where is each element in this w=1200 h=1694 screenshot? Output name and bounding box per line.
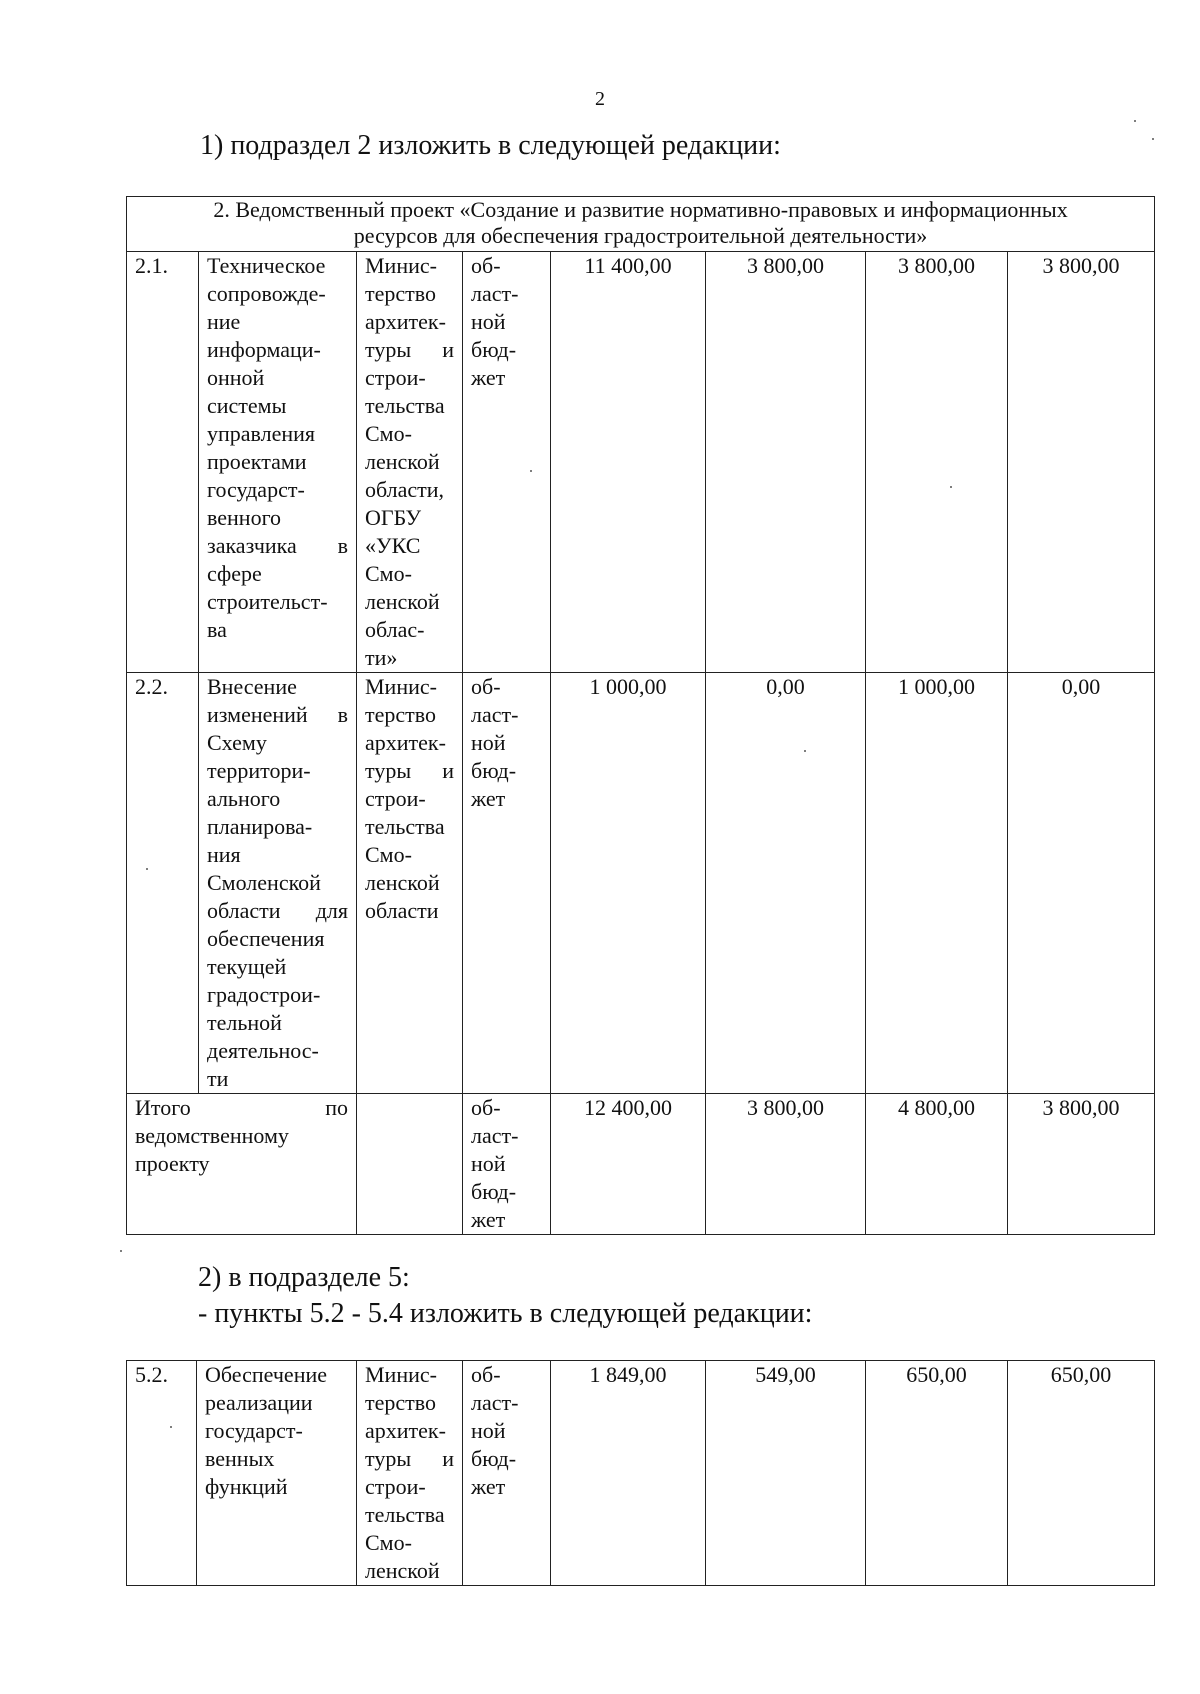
row-year-2: 3 800,00 — [866, 252, 1008, 673]
row-name-line: изменений в — [207, 702, 348, 727]
row-source — [463, 1361, 551, 1586]
row-year-3: 3 800,00 — [1008, 252, 1155, 673]
row-executor-line: Смо- — [365, 561, 412, 586]
row-executor-line: ленской — [365, 449, 440, 474]
row-year-3: 0,00 — [1008, 673, 1155, 1094]
row-executor-line: Смо- — [365, 421, 412, 446]
row-executor-line: Минис- — [365, 1362, 437, 1387]
row-executor-line: ленской — [365, 589, 440, 614]
row-year-1: 3 800,00 — [706, 252, 866, 673]
row-number: 2.1. — [127, 252, 199, 673]
section-heading-1: 1) подраздел 2 изложить в следующей редакции: — [200, 130, 781, 161]
row-source-line: об- — [471, 674, 501, 699]
row-name-line: территори- — [207, 758, 311, 783]
row-name — [199, 673, 357, 1094]
row-executor-line: области, — [365, 477, 445, 502]
project-table-1 — [126, 196, 1155, 1235]
row-source-line: бюд- — [471, 1446, 517, 1471]
row-name-line: функций — [205, 1474, 288, 1499]
row-executor-line: туры и — [365, 337, 454, 362]
row-name-line: венных — [205, 1446, 275, 1471]
row-name-line: онной — [207, 365, 265, 390]
row-name-line: ального — [207, 786, 281, 811]
row-year-3: 650,00 — [1008, 1361, 1155, 1586]
section-heading-3: - пункты 5.2 - 5.4 изложить в следующей редакции: — [198, 1298, 813, 1329]
row-name-line: Смоленской — [207, 870, 321, 895]
table-title-row — [127, 197, 1155, 252]
row-executor-line: ти» — [365, 645, 398, 670]
table-row — [127, 252, 1155, 673]
total-source-line: об- — [471, 1095, 501, 1120]
total-year-3: 3 800,00 — [1008, 1094, 1155, 1235]
row-source — [463, 673, 551, 1094]
row-name-line: ва — [207, 617, 227, 642]
row-source-line: бюд- — [471, 337, 517, 362]
row-number: 2.2. — [127, 673, 199, 1094]
scan-speck — [120, 1250, 122, 1252]
row-executor-line: Смо- — [365, 842, 412, 867]
row-executor-line: архитек- — [365, 309, 446, 334]
total-source-line: ласт- — [471, 1123, 519, 1148]
total-label-line: проекту — [135, 1151, 210, 1176]
row-executor-line: Минис- — [365, 674, 437, 699]
table-title-line-1: 2. Ведомственный проект «Создание и развитие нормативно-правовых и информационных — [213, 197, 1068, 222]
row-executor-line: строи- — [365, 786, 426, 811]
row-name-line: ния — [207, 842, 241, 867]
row-source-line: жет — [471, 365, 506, 390]
row-source-line: бюд- — [471, 758, 517, 783]
row-executor-line: строи- — [365, 1474, 426, 1499]
row-total: 1 000,00 — [551, 673, 706, 1094]
row-source-line: об- — [471, 1362, 501, 1387]
row-executor — [357, 673, 463, 1094]
row-source-line: ласт- — [471, 702, 519, 727]
row-name — [197, 1361, 357, 1586]
row-name-line: управления — [207, 421, 316, 446]
row-name-line: Внесение — [207, 674, 297, 699]
row-executor-line: облас- — [365, 617, 425, 642]
row-executor-line: терство — [365, 1390, 436, 1415]
total-source-line: ной — [471, 1151, 506, 1176]
scan-speck — [170, 1426, 172, 1428]
row-name-line: текущей — [207, 954, 287, 979]
row-name-line: системы — [207, 393, 287, 418]
row-name-line: сфере — [207, 561, 262, 586]
row-executor-line: тельства — [365, 814, 445, 839]
row-source-line: ласт- — [471, 1390, 519, 1415]
row-executor — [357, 252, 463, 673]
row-executor-line: ОГБУ — [365, 505, 422, 530]
row-source-line: об- — [471, 253, 501, 278]
row-year-1: 549,00 — [706, 1361, 866, 1586]
table-row — [127, 673, 1155, 1094]
row-total: 11 400,00 — [551, 252, 706, 673]
row-executor-line: туры и — [365, 758, 454, 783]
project-table-2 — [126, 1360, 1155, 1586]
row-source-line: ной — [471, 309, 506, 334]
row-executor-line: строи- — [365, 365, 426, 390]
scan-speck — [146, 868, 148, 870]
table-title-line-2: ресурсов для обеспечения градостроительной деятельности» — [353, 223, 928, 248]
total-label-line: Итого по — [135, 1095, 348, 1120]
table-title — [127, 197, 1155, 252]
row-name-line: Схему — [207, 730, 267, 755]
row-name-line: реализации — [205, 1390, 313, 1415]
table-row — [127, 1361, 1155, 1586]
row-source-line: ласт- — [471, 281, 519, 306]
scan-speck — [950, 486, 952, 488]
row-name-line: Техническое — [207, 253, 326, 278]
row-source-line: ной — [471, 1418, 506, 1443]
page-number: 2 — [595, 88, 605, 110]
total-year-1: 3 800,00 — [706, 1094, 866, 1235]
row-name-line: градострои- — [207, 982, 321, 1007]
row-name-line: тельной — [207, 1010, 282, 1035]
total-year-2: 4 800,00 — [866, 1094, 1008, 1235]
row-executor-line: туры и — [365, 1446, 454, 1471]
row-executor-line: терство — [365, 702, 436, 727]
row-name-line: области для — [207, 898, 348, 923]
row-executor-line: ленской — [365, 1558, 440, 1583]
row-name-line: сопровожде- — [207, 281, 326, 306]
row-executor-line: тельства — [365, 393, 445, 418]
section-heading-2: 2) в подразделе 5: — [198, 1262, 410, 1293]
row-source-line: жет — [471, 1474, 506, 1499]
row-executor — [357, 1361, 463, 1586]
row-name-line: проектами — [207, 449, 307, 474]
row-executor-line: ленской — [365, 870, 440, 895]
scan-speck — [804, 750, 806, 752]
scan-speck — [1152, 138, 1154, 140]
total-executor — [357, 1094, 463, 1235]
total-label — [127, 1094, 357, 1235]
row-name-line: Обеспечение — [205, 1362, 327, 1387]
row-name-line: планирова- — [207, 814, 313, 839]
row-name-line: ти — [207, 1066, 229, 1091]
total-label-line: ведомственному — [135, 1123, 289, 1148]
row-year-2: 650,00 — [866, 1361, 1008, 1586]
total-source-line: бюд- — [471, 1179, 517, 1204]
row-executor-line: области — [365, 898, 439, 923]
row-name-line: венного — [207, 505, 282, 530]
row-executor-line: архитек- — [365, 730, 446, 755]
scan-speck — [1134, 120, 1136, 122]
total-source — [463, 1094, 551, 1235]
row-source — [463, 252, 551, 673]
row-name-line: обеспечения — [207, 926, 325, 951]
row-executor-line: Минис- — [365, 253, 437, 278]
scan-speck — [530, 470, 532, 472]
row-source-line: жет — [471, 786, 506, 811]
total-sum: 12 400,00 — [551, 1094, 706, 1235]
table-total-row — [127, 1094, 1155, 1235]
row-source-line: ной — [471, 730, 506, 755]
row-name-line: государст- — [205, 1418, 303, 1443]
row-executor-line: Смо- — [365, 1530, 412, 1555]
row-name-line: деятельнос- — [207, 1038, 319, 1063]
row-name-line: строительст- — [207, 589, 328, 614]
total-source-line: жет — [471, 1207, 506, 1232]
row-executor-line: «УКС — [365, 533, 421, 558]
row-executor-line: архитек- — [365, 1418, 446, 1443]
row-number: 5.2. — [127, 1361, 197, 1586]
row-year-2: 1 000,00 — [866, 673, 1008, 1094]
row-name — [199, 252, 357, 673]
row-year-1: 0,00 — [706, 673, 866, 1094]
row-name-line: государст- — [207, 477, 305, 502]
row-executor-line: терство — [365, 281, 436, 306]
row-executor-line: тельства — [365, 1502, 445, 1527]
row-name-line: ние — [207, 309, 241, 334]
row-total: 1 849,00 — [551, 1361, 706, 1586]
row-name-line: информаци- — [207, 337, 321, 362]
row-name-line: заказчика в — [207, 533, 348, 558]
